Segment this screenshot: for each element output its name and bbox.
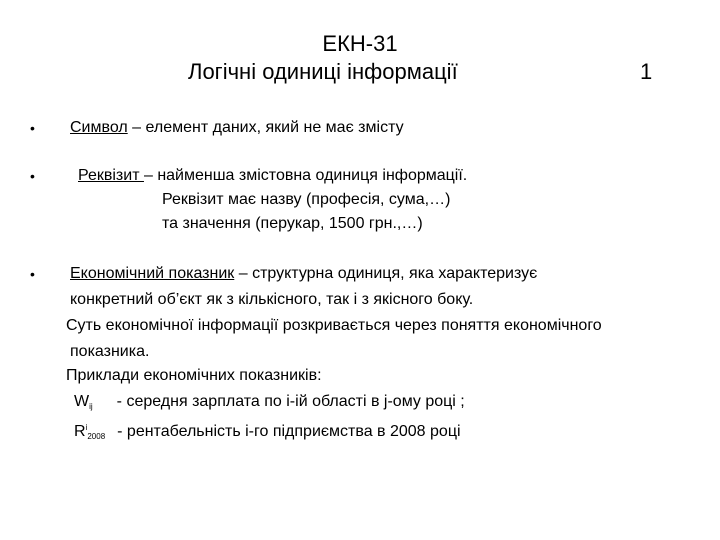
example-wage-text: - середня зарплата по і-ій області в j-ому році ; <box>116 393 465 410</box>
indicator-line3: Суть економічної інформації розкривається через поняття економічного <box>66 317 602 334</box>
example-profitability-superscript: i <box>85 423 88 432</box>
example-profitability-text: - рентабельність і-го підприємства в 2008 році <box>117 423 461 440</box>
definition-symbol: елемент даних, який не має змісту <box>145 119 404 136</box>
page-number: 1 <box>640 59 653 84</box>
title-subtitle: Логічні одиниці інформації <box>188 59 458 84</box>
term-symbol: Символ <box>70 119 128 136</box>
term-requisite: Реквізит <box>78 167 144 184</box>
bullet-marker: • <box>30 120 35 136</box>
requisite-value-line: та значення (перукар, 1500 грн.,…) <box>162 215 423 232</box>
slide-title <box>0 30 720 86</box>
bullet-indicator <box>70 264 537 284</box>
example-profitability <box>74 418 461 447</box>
definition-requisite: – найменша змістовна одиниця інформації. <box>143 167 468 184</box>
example-wage <box>74 392 465 417</box>
bullet-requisite <box>78 166 467 186</box>
example-profitability-symbol: R <box>74 423 86 440</box>
title-code: ЕКН-31 <box>322 31 398 56</box>
dash: – <box>127 119 146 136</box>
title-subtitle-row <box>0 58 720 86</box>
term-indicator: Економічний показник <box>70 265 235 282</box>
bullet-marker: • <box>30 168 35 184</box>
dash: – <box>234 265 253 282</box>
bullet-symbol <box>70 118 404 138</box>
example-wage-symbol: W <box>74 393 90 410</box>
requisite-name-line: Реквізит має назву (професія, сума,…) <box>162 191 451 208</box>
indicator-line4: показника. <box>70 343 150 360</box>
example-profitability-subscript: 2008 <box>87 432 106 441</box>
definition-indicator: структурна одиниця, яка характеризує <box>252 265 538 282</box>
example-wage-subscript: ij <box>89 402 93 411</box>
indicator-line2: конкретний об’єкт як з кількісного, так і з якісного боку. <box>70 291 474 308</box>
indicator-examples-heading: Приклади економічних показників: <box>66 367 322 384</box>
bullet-marker: • <box>30 266 35 282</box>
